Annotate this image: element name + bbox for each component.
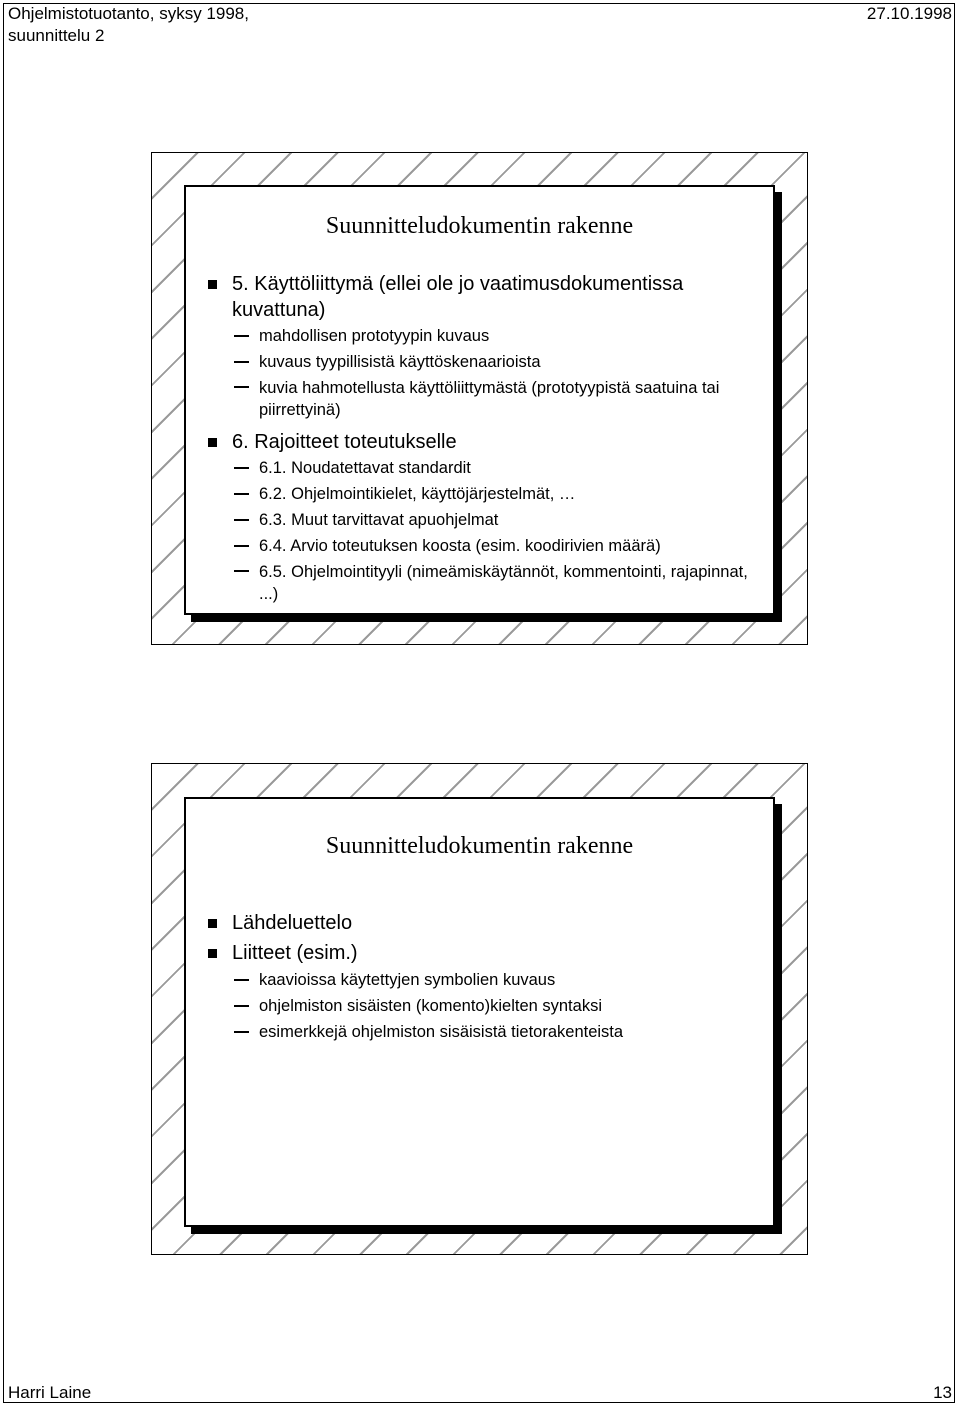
slide-1-content bbox=[204, 271, 759, 605]
header-course-info bbox=[8, 3, 249, 47]
sub-bullet bbox=[204, 481, 759, 507]
dash-bullet-icon bbox=[234, 361, 249, 363]
dash-bullet-icon bbox=[234, 570, 249, 572]
bullet-appendices bbox=[204, 939, 759, 967]
bullet-text: Liitteet (esim.) bbox=[232, 942, 358, 964]
sub-bullet-text: 6.3. Muut tarvittavat apuohjelmat bbox=[259, 511, 499, 529]
sub-bullet-text: ohjelmiston sisäisten (komento)kielten syntaksi bbox=[259, 997, 602, 1015]
bullet-text: 5. Käyttöliittymä (ellei ole jo vaatimusdokumentissa kuvattuna) bbox=[232, 273, 684, 321]
sub-bullet bbox=[204, 967, 759, 993]
slide-2 bbox=[184, 797, 775, 1227]
slide-1 bbox=[184, 185, 775, 615]
sub-bullet bbox=[204, 349, 759, 375]
sub-bullet-text: kuvia hahmotellusta käyttöliittymästä (prototyypistä saatuina tai piirrettyinä) bbox=[259, 379, 720, 419]
dash-bullet-icon bbox=[234, 1005, 249, 1007]
sub-bullet bbox=[204, 507, 759, 533]
dash-bullet-icon bbox=[234, 335, 249, 337]
dash-bullet-icon bbox=[234, 1031, 249, 1033]
bullet-text: 6. Rajoitteet toteutukselle bbox=[232, 431, 457, 453]
slide-1-title: Suunnitteludokumentin rakenne bbox=[325, 213, 634, 239]
sub-bullet-text: kuvaus tyypillisistä käyttöskenaarioista bbox=[259, 353, 541, 371]
square-bullet-icon bbox=[208, 438, 217, 447]
square-bullet-icon bbox=[208, 280, 217, 289]
footer-page-number: 13 bbox=[933, 1383, 952, 1402]
sub-bullet bbox=[204, 533, 759, 559]
sub-bullet-text: 6.2. Ohjelmointikielet, käyttöjärjestelmät, … bbox=[259, 485, 576, 503]
sub-bullet bbox=[204, 559, 759, 605]
dash-bullet-icon bbox=[234, 493, 249, 495]
bullet-user-interface bbox=[204, 271, 759, 323]
dash-bullet-icon bbox=[234, 545, 249, 547]
bullet-references bbox=[204, 909, 759, 937]
header-lecture-name: suunnittelu 2 bbox=[8, 26, 105, 45]
sub-bullet-text: 6.1. Noudatettavat standardit bbox=[259, 459, 471, 477]
sub-bullet bbox=[204, 1019, 759, 1045]
bullet-text: Lähdeluettelo bbox=[232, 912, 353, 934]
sub-bullet bbox=[204, 993, 759, 1019]
sub-bullet-text: 6.4. Arvio toteutuksen koosta (esim. koodirivien määrä) bbox=[259, 537, 661, 555]
dash-bullet-icon bbox=[234, 467, 249, 469]
square-bullet-icon bbox=[208, 919, 217, 928]
sub-bullet bbox=[204, 375, 759, 423]
footer-author: Harri Laine bbox=[8, 1383, 92, 1402]
header-course-title: Ohjelmistotuotanto, syksy 1998, bbox=[8, 4, 249, 23]
sub-bullet-text: esimerkkejä ohjelmiston sisäisistä tietorakenteista bbox=[259, 1023, 624, 1041]
sub-bullet bbox=[204, 455, 759, 481]
bullet-constraints bbox=[204, 429, 759, 455]
sub-bullet bbox=[204, 323, 759, 349]
sub-bullet-text: kaavioissa käytettyjen symbolien kuvaus bbox=[259, 971, 556, 989]
sub-bullet-text: mahdollisen prototyypin kuvaus bbox=[259, 327, 490, 345]
header-date: 27.10.1998 bbox=[866, 4, 952, 23]
sub-bullet-text: 6.5. Ohjelmointityyli (nimeämiskäytännöt, kommentointi, rajapinnat, ...) bbox=[259, 563, 748, 603]
dash-bullet-icon bbox=[234, 519, 249, 521]
slide-2-content bbox=[204, 909, 759, 1045]
square-bullet-icon bbox=[208, 949, 217, 958]
slide-2-title: Suunnitteludokumentin rakenne bbox=[325, 833, 634, 859]
dash-bullet-icon bbox=[234, 386, 249, 388]
dash-bullet-icon bbox=[234, 979, 249, 981]
